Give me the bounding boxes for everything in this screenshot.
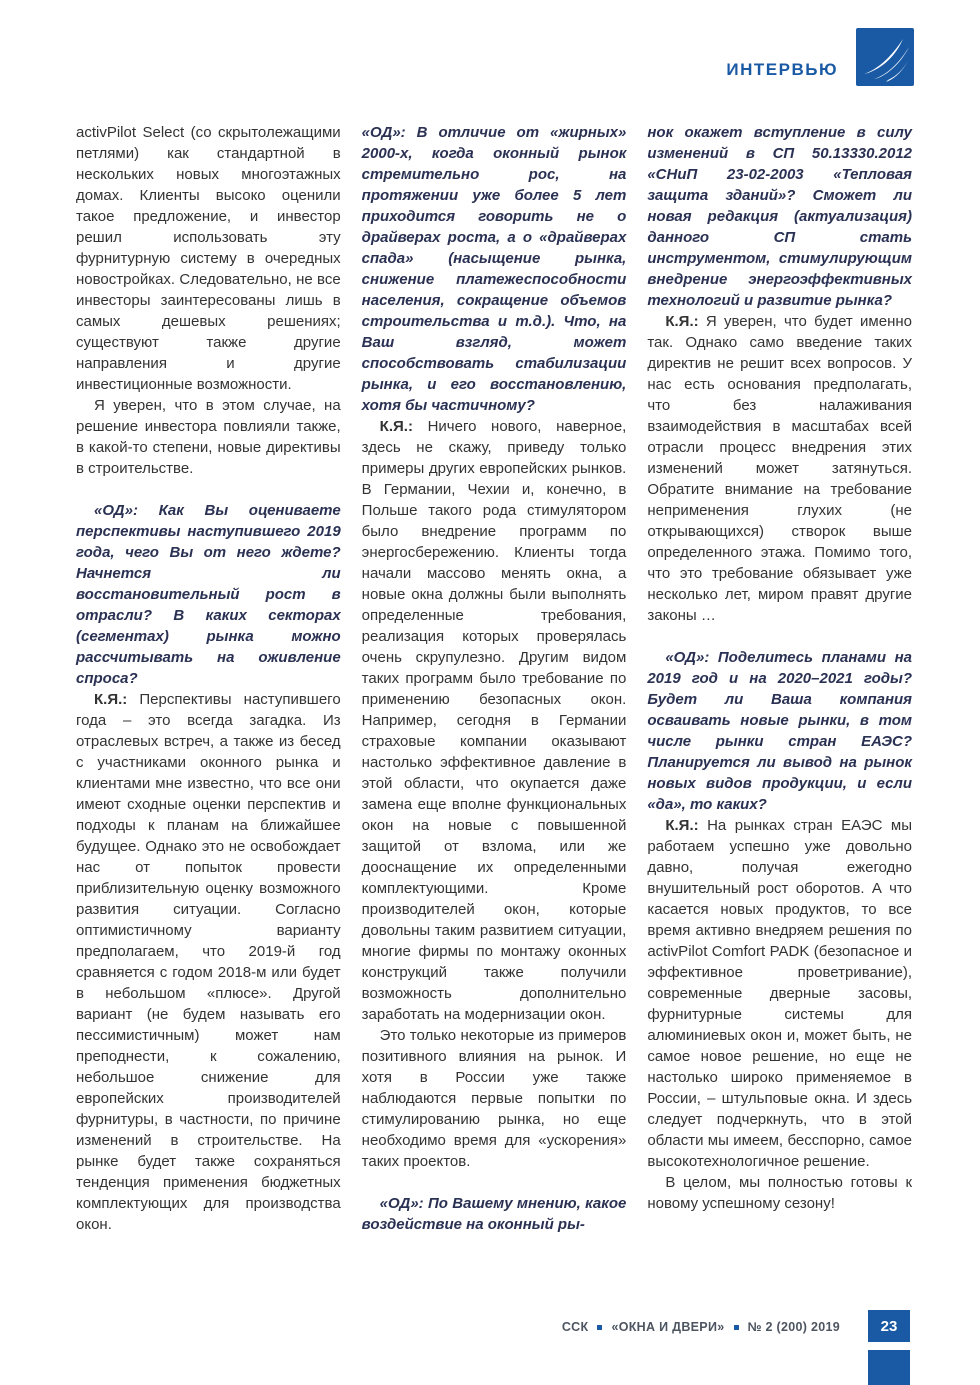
bottom-accent-bar xyxy=(868,1350,910,1385)
body-paragraph: В целом, мы полностью готовы к новому успешному сезону! xyxy=(647,1174,913,1212)
interview-question: «ОД»: Поделитесь планами на 2019 год и на 2020–2021 годы? Будет ли Ваша компания осваивать новые рынки, в том числе рынки стран ЕАЭС? Планируется ли вывод на рынок новых видов продукции, и если «да», то каких? xyxy=(647,649,913,813)
interview-question: нок окажет вступление в силу изменений в СП 50.13330.2012 «СНиП 23-02-2003 «Тепловая защита зданий»? Сможет ли новая редакция (актуализация) данного СП стать инструментом, стимулирующим внедрение энергоэффективных технологий и развитие рынка? xyxy=(647,124,913,309)
section-heading: ИНТЕРВЬЮ xyxy=(726,60,838,79)
interview-answer: К.Я.: На рынках стран ЕАЭС мы работаем успешно уже довольно давно, получая ежегодно внушительный рост оборотов. А что касается новых продуктов, то все время активно внедряем решения по activPilot Comfort PADK (безопасное и эффективное проветривание), современные дверные засовы, фурнитурные системы для алюминиевых окон и, может быть, не самое новое решение, но еще не настолько широко применяемое в России, – штульповые окна. И здесь следует подчеркнуть, что в этой области мы имеем, бесспорно, самое высокотехнологичное решение. xyxy=(647,817,913,1170)
answer-speaker-label: К.Я.: xyxy=(665,817,708,834)
article-columns xyxy=(76,122,912,1235)
answer-speaker-label: К.Я.: xyxy=(379,418,428,435)
body-paragraph: Это только некоторые из примеров позитивного влияния на рынок. И хотя в России уже также наблюдаются первые попытки по стимулированию рынка, но еще необходимо время для «ускорения» таких проектов. xyxy=(361,1027,627,1170)
footer-separator-square xyxy=(597,1325,602,1330)
footer-separator-square xyxy=(734,1325,739,1330)
body-paragraph: activPilot Select (со скрытолежащими петлями) как стандартной в нескольких новых многоэтажных домах. Клиенты высоко оценили такое предложение, и инвестор решил использовать эту фурнитурную систему в очередных новостройках. Следовательно, не все инвесторы заинтересованы лишь в самых дешевых решениях; существуют также другие направления и другие инвестиционные возможности. xyxy=(76,124,341,393)
footer-publisher: ССК xyxy=(561,1320,589,1334)
article-column-1 xyxy=(76,122,341,1235)
answer-speaker-label: К.Я.: xyxy=(665,313,706,330)
interview-answer: К.Я.: Ничего нового, наверное, здесь не скажу, приведу только примеры других европейских рынков. В Германии, Чехии и, конечно, в Польше такого рода стимулятором было внедрение программ по энергосбережению. Клиенты тогда начали массово менять окна, а новые окна должны были выполнять определенные требования, реализация которых проверялась очень скрупулезно. Другим видом таких программ было требование по применению безопасных окон. Например, сегодня в Германии страховые компании оказывают настолько эффективное давление в этой области, что окупается даже замена еще вполне функциональных окон на новые с повышенной защитой от взлома, или же дооснащение их определенными комплектующими. Кроме производителей окон, которые довольны таким развитием ситуации, многие фирмы по монтажу оконных конструкций также получили возможность дополнительно заработать на модернизации окон. xyxy=(361,418,627,1023)
footer-issue: № 2 (200) 2019 xyxy=(747,1320,840,1334)
brand-logo-icon xyxy=(856,28,914,86)
article-column-3 xyxy=(647,122,912,1235)
page-number-badge: 23 xyxy=(868,1310,910,1342)
interview-answer: К.Я.: Перспективы наступившего года – это всегда загадка. Из отраслевых встреч, а также из бесед с участниками оконного рынка и клиентами мне известно, что все они имеют сходные оценки перспектив и подходы к планам на ближайшее будущее. Однако это не освобождает нас от попыток провести приблизительную оценку возможного развития ситуации. Согласно оптимистичному варианту предполагаем, что 2019-й год сравняется с годом 2018-м или будет в небольшом «плюсе». Другой вариант (не будем называть его пессимистичным) может нам преподнести, к сожалению, небольшое снижение для европейских производителей фурнитуры, в частности, по причине изменений в строительстве. На рынке будет также сохраняться тенденция применения бюджетных комплектующих для производства окон. xyxy=(76,691,341,1233)
footer-line xyxy=(562,1320,840,1334)
interview-question: «ОД»: Как Вы оцениваете перспективы наступившего 2019 года, чего Вы от него ждете? Начнется ли восстановительный рост в отрасли? В каких секторах (сегментах) рынка можно рассчитывать на оживление спроса? xyxy=(76,502,341,687)
footer-magazine-title: «ОКНА И ДВЕРИ» xyxy=(611,1320,725,1334)
brand-logo xyxy=(856,28,914,86)
interview-question: «ОД»: В отличие от «жирных» 2000-х, когда оконный рынок стремительно рос, на протяжении уже более 5 лет приходится говорить не о драйверах роста, а о «драйверах спада» (насыщение рынка, снижение платежеспособности населения, сокращение объемов строительства и т.д.). Что, на Ваш взгляд, может способствовать стабилизации рынка, и его восстановлению, хотя бы частичному? xyxy=(361,124,627,414)
answer-speaker-label: К.Я.: xyxy=(94,691,140,708)
article-column-2 xyxy=(362,122,627,1235)
interview-answer: К.Я.: Я уверен, что будет именно так. Однако само введение таких директив не решит всех вопросов. У нас есть основания предполагать, что без налаживания взаимодействия в масштабах всей отрасли процесс внедрения этих изменений может затянуться. Обратите внимание на требование неприменения глухих (не открывающихся) створок выше определенного этажа. Помимо того, что это требование обязывает уже несколько лет, миром правят другие законы … xyxy=(647,313,913,624)
body-paragraph: Я уверен, что в этом случае, на решение инвестора повлияли также, в какой-то степени, новые директивы в строительстве. xyxy=(76,397,341,477)
interview-question: «ОД»: По Вашему мнению, какое воздействие на оконный ры- xyxy=(361,1195,627,1233)
